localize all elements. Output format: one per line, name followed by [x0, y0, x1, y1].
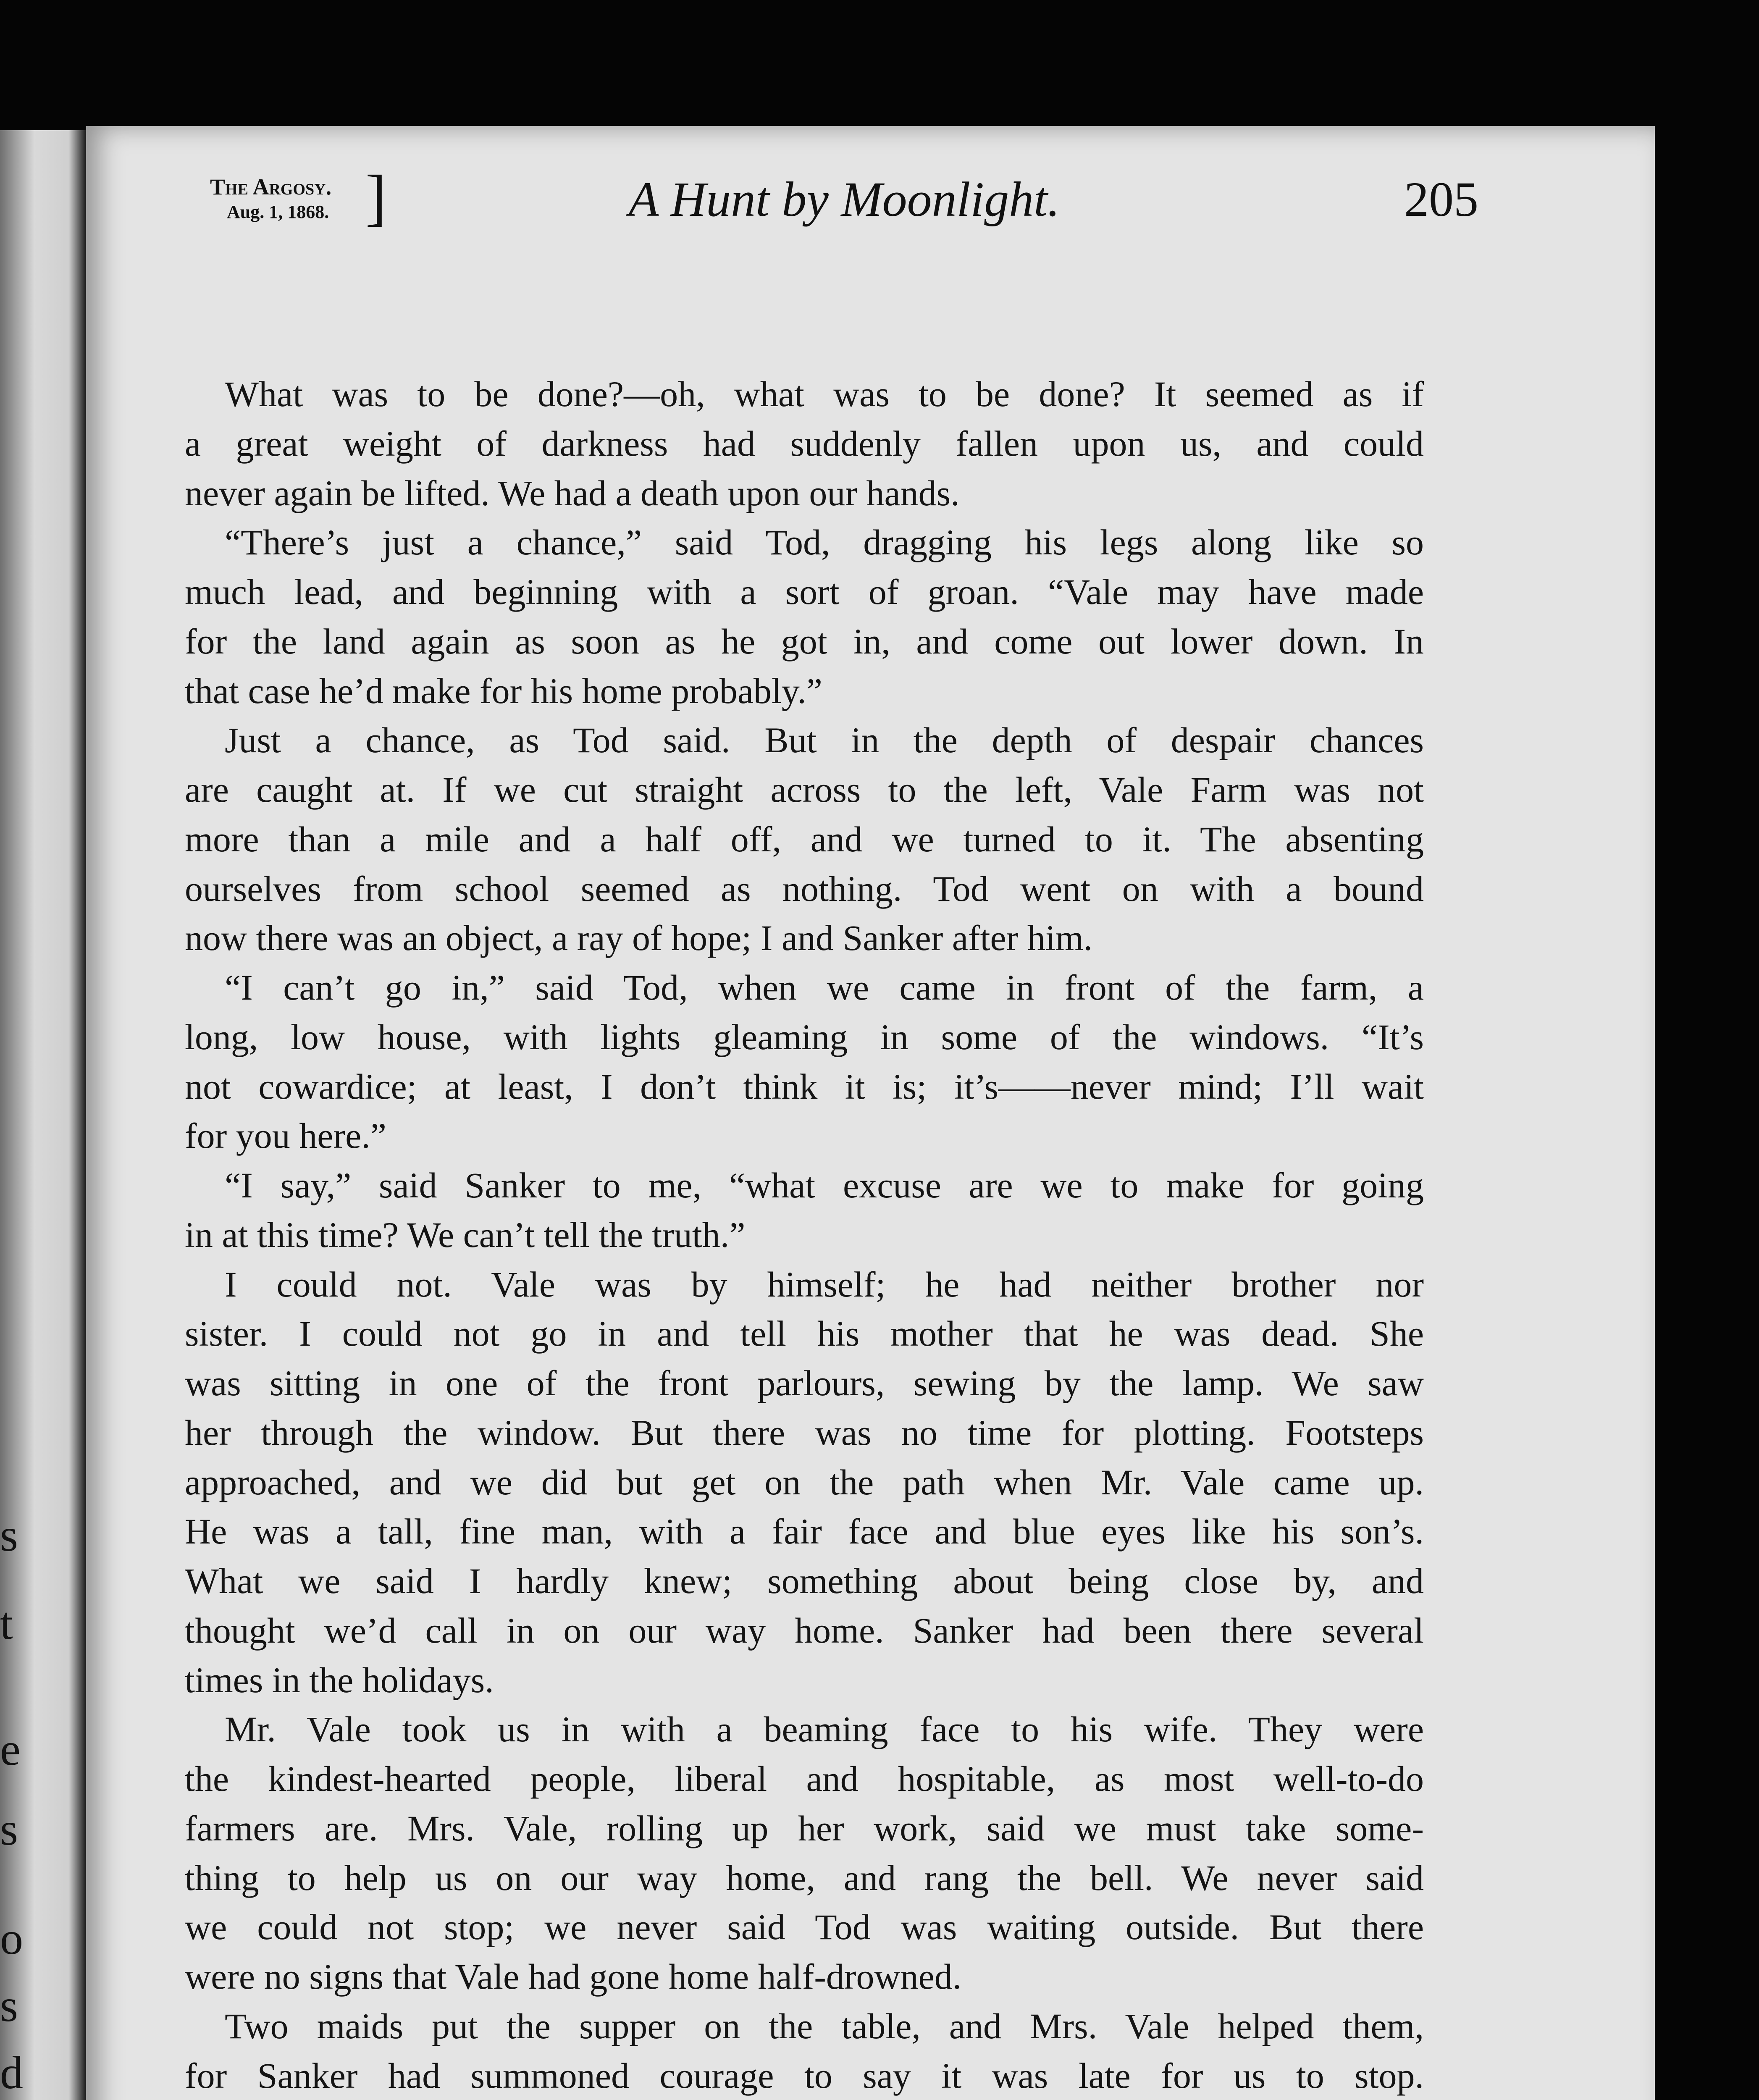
text-line: now there was an object, a ray of hope; I and Sanker after him. — [185, 918, 1093, 958]
text-line: sister. I could not go in and tell his mother that he was dead. She — [185, 1313, 1424, 1354]
text-line: that case he’d make for his home probably.” — [185, 670, 822, 711]
left-page-fragment: o — [0, 1913, 23, 1964]
text-line: her through the window. But there was no time for plotting. Footsteps — [185, 1412, 1424, 1453]
text-line: never again be lifted. We had a death upon our hands. — [185, 472, 960, 513]
text-line: much lead, and beginning with a sort of groan. “Vale may have made — [185, 572, 1424, 612]
left-page-fragment: s — [0, 1509, 18, 1561]
page-title: A Hunt by Moonlight. — [628, 172, 1060, 227]
text-line: “I can’t go in,” said Tod, when we came in front of the farm, a — [225, 967, 1424, 1008]
text-line: times in the holidays. — [185, 1659, 494, 1700]
text-line: approached, and we did but get on the path when Mr. Vale came up. — [185, 1462, 1424, 1502]
left-page-fragment: e — [0, 1724, 21, 1775]
text-line: Just a chance, as Tod said. But in the depth of despair chances — [225, 720, 1424, 761]
left-page-fragment: t — [0, 1598, 13, 1649]
text-line: more than a mile and a half off, and we turned to it. The absenting — [185, 819, 1424, 859]
text-line: Two maids put the supper on the table, and Mrs. Vale helped them, — [225, 2006, 1424, 2046]
text-line: I could not. Vale was by himself; he had neither brother nor — [225, 1264, 1424, 1305]
left-page-fragment: s — [0, 1803, 18, 1855]
text-line: Mr. Vale took us in with a beaming face to his wife. They were — [225, 1709, 1424, 1750]
text-line: long, low house, with lights gleaming in some of the windows. “It’s — [185, 1016, 1424, 1057]
left-page-fragment: d — [0, 2047, 23, 2098]
text-line: the kindest-hearted people, liberal and hospitable, as most well-to-do — [185, 1759, 1424, 1799]
text-line: “There’s just a chance,” said Tod, dragging his legs along like so — [225, 522, 1424, 563]
body-text — [185, 370, 1424, 2100]
text-line: we could not stop; we never said Tod was waiting outside. But there — [185, 1907, 1424, 1948]
text-line: in at this time? We can’t tell the truth.” — [185, 1214, 746, 1255]
text-line: thought we’d call in on our way home. Sanker had been there several — [185, 1610, 1424, 1651]
text-line: He was a tall, fine man, with a fair face and blue eyes like his son’s. — [185, 1511, 1424, 1552]
text-line: ourselves from school seemed as nothing. Tod went on with a bound — [185, 868, 1424, 909]
text-line: What was to be done?—oh, what was to be done? It seemed as if — [225, 374, 1424, 414]
text-line: for Sanker had summoned courage to say it was late for us to stop. — [185, 2055, 1424, 2096]
journal-date: Aug. 1, 1868. — [227, 202, 329, 222]
header-bracket: ] — [365, 163, 386, 232]
journal-name: The Argosy. — [210, 174, 332, 200]
text-line: What we said I hardly knew; something about being close by, and — [185, 1561, 1424, 1601]
text-line: for you here.” — [185, 1116, 386, 1156]
text-line: not cowardice; at least, I don’t think it is; it’s——never mind; I’ll wait — [185, 1066, 1424, 1107]
text-line: thing to help us on our way home, and rang the bell. We never said — [185, 1857, 1424, 1898]
text-line: were no signs that Vale had gone home half-drowned. — [185, 1956, 962, 1997]
text-line: are caught at. If we cut straight across to the left, Vale Farm was not — [185, 769, 1424, 810]
left-page-fragment: s — [0, 1980, 18, 2031]
page-number: 205 — [1404, 172, 1478, 227]
text-line: a great weight of darkness had suddenly fallen upon us, and could — [185, 423, 1424, 464]
text-line: “I say,” said Sanker to me, “what excuse are we to make for going — [225, 1165, 1424, 1205]
text-line: was sitting in one of the front parlours, sewing by the lamp. We saw — [185, 1363, 1424, 1403]
text-line: for the land again as soon as he got in, and come out lower down. In — [185, 621, 1424, 662]
left-page-edge — [0, 130, 86, 2100]
text-line: farmers are. Mrs. Vale, rolling up her work, said we must take some- — [185, 1808, 1424, 1848]
running-header — [210, 163, 1478, 250]
